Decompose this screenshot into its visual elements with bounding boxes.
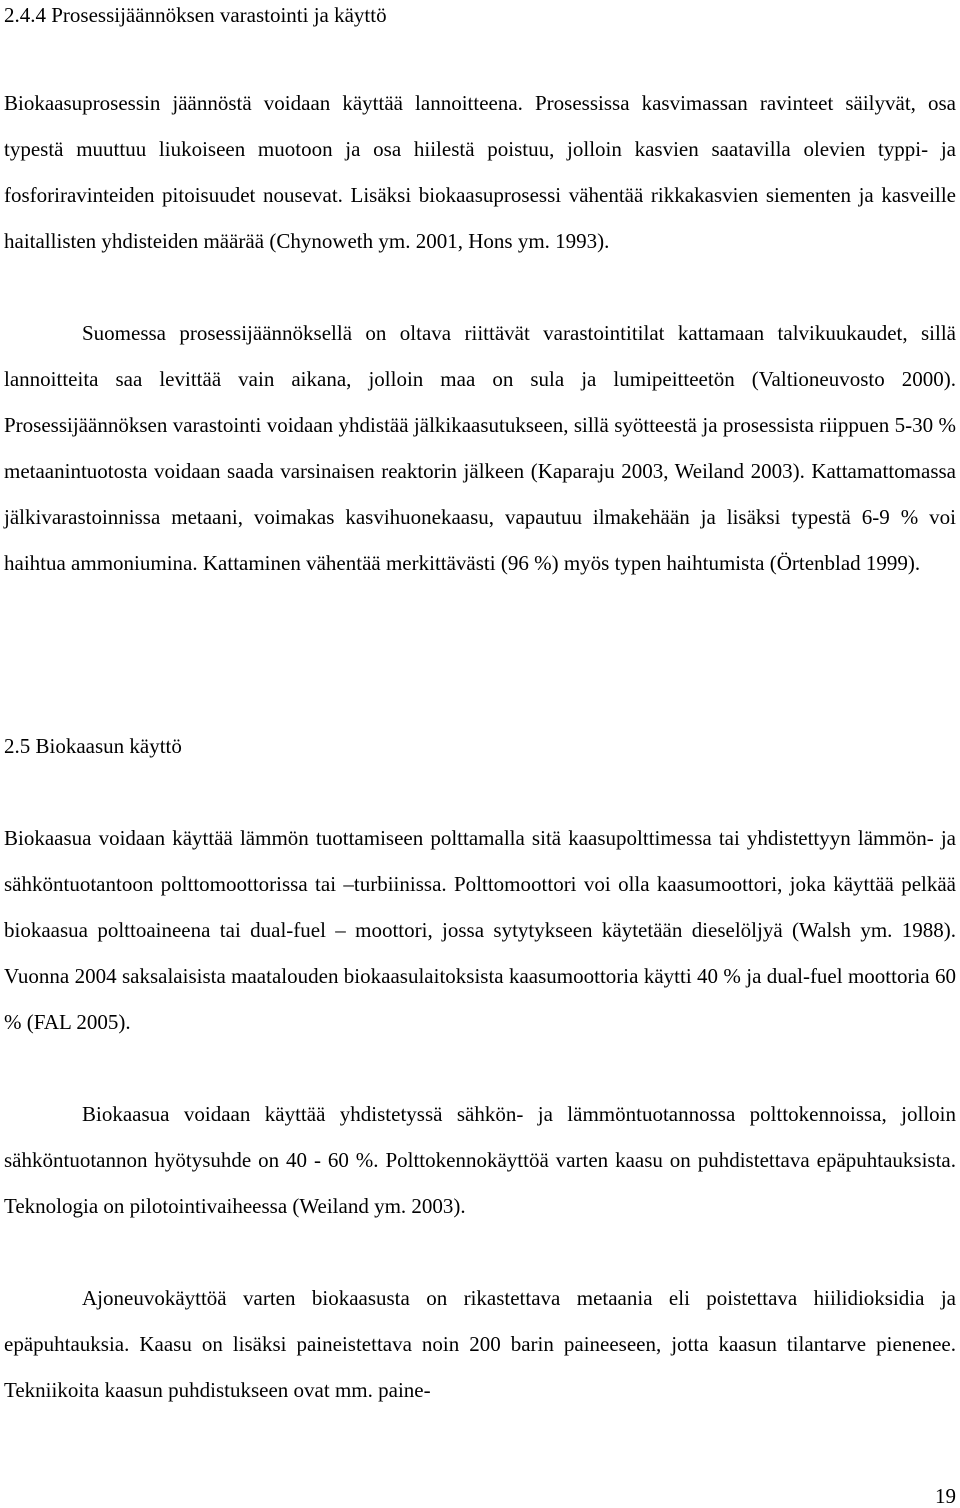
paragraph-residue-storage: Suomessa prosessijäännöksellä on oltava riittävät varastointitilat kattamaan talvikuukaudet, sillä lannoitteita saa levittää vain aikana, jolloin maa on sula ja lumipeitteetön (Valtioneuvosto 2000). Prosessijäännöksen varastointi voidaan yhdistää jälkikaasutukseen, sillä syötteestä ja prosessista riippuen 5-30 % metaanintuotosta voidaan saada varsinaisen reaktorin jälkeen (Kaparaju 2003, Weiland 2003). Kattamattomassa jälkivarastoinnissa metaani, voimakas kasvihuonekaasu, vapautuu ilmakehään ja lisäksi typestä 6-9 % voi haihtua ammoniumina. Kattaminen vähentää merkittävästi (96 %) myös typen haihtumista (Örtenblad 1999). — [4, 321, 956, 575]
document-page — [4, 0, 956, 1508]
page-number: 19 — [935, 1484, 956, 1508]
paragraph-biogas-heat-and-engines: Biokaasua voidaan käyttää lämmön tuottamiseen polttamalla sitä kaasupolttimessa tai yhdistettyyn lämmön- ja sähköntuotantoon polttomoottorissa tai –turbiinissa. Polttomoottori voi olla kaasumoottori, joka käyttää pelkää biokaasua polttoaineena tai dual-fuel – moottori, jossa sytytykseen käytetään dieselöljyä (Walsh ym. 1988). Vuonna 2004 saksalaisista maatalouden biokaasulaitoksista kaasumoottoria käytti 40 % ja dual-fuel moottoria 60 % (FAL 2005). — [4, 826, 956, 1034]
paragraph-fuel-cells: Biokaasua voidaan käyttää yhdistetyssä sähkön- ja lämmöntuotannossa polttokennoissa, jolloin sähköntuotannon hyötysuhde on 40 - 60 %. Polttokennokäyttöä varten kaasu on puhdistettava epäpuhtauksista. Teknologia on pilotointivaiheessa (Weiland ym. 2003). — [4, 1102, 956, 1218]
paragraph-vehicle-use: Ajoneuvokäyttöä varten biokaasusta on rikastettava metaania eli poistettava hiilidioksidia ja epäpuhtauksia. Kaasu on lisäksi paineistettava noin 200 barin paineeseen, jotta kaasun tilantarve pienenee. Tekniikoita kaasun puhdistukseen ovat mm. paine- — [4, 1286, 956, 1402]
section-heading-2-4-4: 2.4.4 Prosessijäännöksen varastointi ja käyttö — [4, 3, 387, 27]
section-heading-2-5: 2.5 Biokaasun käyttö — [4, 734, 182, 758]
paragraph-residue-fertilizer: Biokaasuprosessin jäännöstä voidaan käyttää lannoitteena. Prosessissa kasvimassan ravinteet säilyvät, osa typestä muuttuu liukoiseen muotoon ja osa hiilestä poistuu, jolloin kasvien saatavilla olevien typpi- ja fosforiravinteiden pitoisuudet nousevat. Lisäksi biokaasuprosessi vähentää rikkakasvien siementen ja kasveille haitallisten yhdisteiden määrää (Chynoweth ym. 2001, Hons ym. 1993). — [4, 91, 956, 253]
